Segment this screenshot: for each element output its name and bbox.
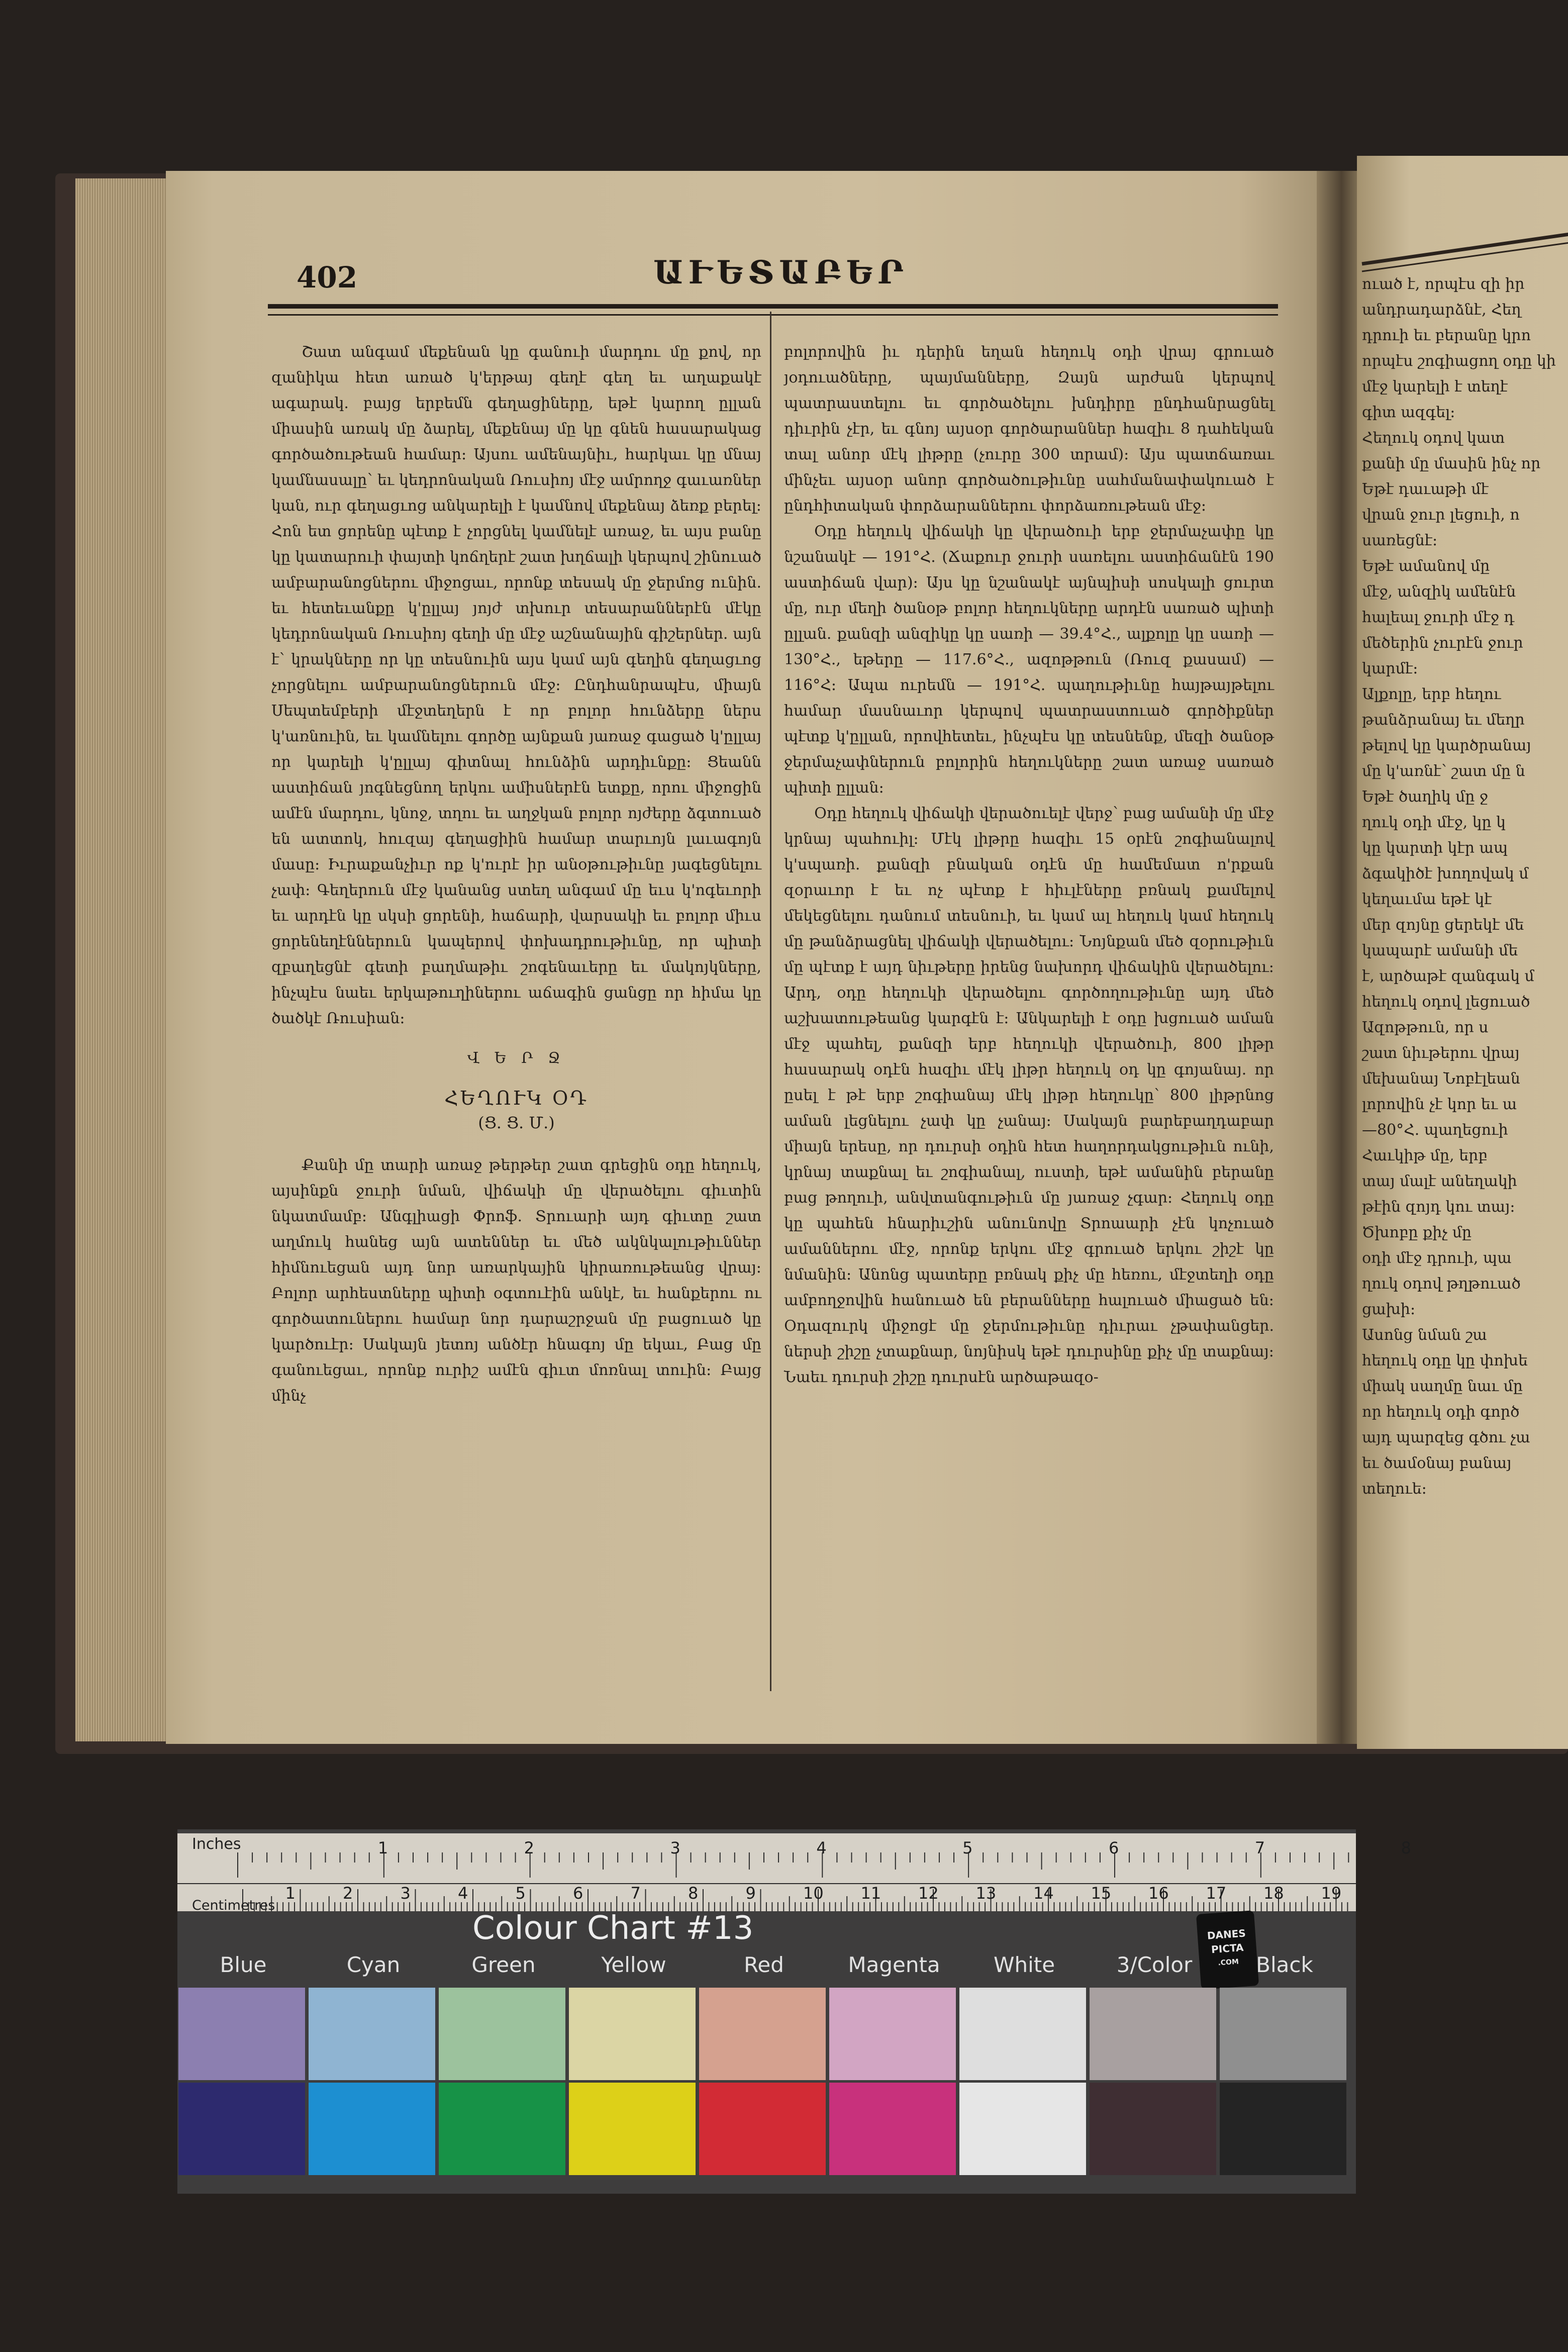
ruler-cm-number: 17 <box>1206 1884 1227 1903</box>
logo-text: PICTA <box>1211 1941 1244 1956</box>
article-title: ՀԵՂՈՒԿ ՕԴ <box>444 1087 589 1109</box>
swatch-solid <box>699 2083 826 2175</box>
ruler-inch-number: 3 <box>670 1838 680 1857</box>
ruler-inch-number: 7 <box>1254 1838 1265 1857</box>
swatch-tint <box>1090 1988 1216 2080</box>
ruler-cm-number: 14 <box>1033 1884 1054 1903</box>
right-page-line: եւ ծամօնայ բանայ <box>1362 1454 1512 1472</box>
right-page-line: ղուկ օդով թղթուած <box>1362 1275 1521 1293</box>
ruler-cm-number: 10 <box>803 1884 824 1903</box>
ruler-cm-number: 19 <box>1321 1884 1342 1903</box>
right-page-line: թանձրանայ եւ մեղր <box>1362 711 1525 729</box>
article-byline: (Ց. Ց. Մ.) <box>478 1113 555 1132</box>
right-column <box>784 339 1274 1390</box>
ruler-cm-number: 2 <box>343 1884 353 1903</box>
right-page-line: մեծերին չուրէն ջուր <box>1362 634 1523 652</box>
ruler-inch-number: 6 <box>1108 1838 1119 1857</box>
page-edges <box>75 178 171 1741</box>
swatch-solid <box>309 2083 435 2175</box>
chart-title: Colour Chart #13 <box>472 1910 754 1947</box>
swatch-label: 3/Color <box>1116 1952 1193 1977</box>
ruler-inch-number: 5 <box>962 1838 973 1857</box>
right-page-line: մեր զոյնը ցերեկէ մե <box>1362 916 1524 934</box>
ruler-cm-number: 7 <box>630 1884 641 1903</box>
logo-text: .COM <box>1218 1957 1239 1968</box>
right-page-line: միակ սաղմը նաւ մը <box>1362 1378 1523 1395</box>
right-page-line: սառեցնէ։ <box>1362 532 1438 549</box>
right-page-line: թէին զոյդ կու տայ։ <box>1362 1198 1515 1216</box>
swatch-tint <box>309 1988 435 2080</box>
right-page-line: Եթէ դաւաթի մէ <box>1362 480 1489 498</box>
swatch-tint <box>699 1988 826 2080</box>
paragraph: Օդը հեղուկ վիճակի կը վերածուի երբ ջերմաչափը կը նշանակէ — 191°Հ. (Ճաքուր ջուրի սառելու աստիճանէն 190 աստիճան վար)։ Այս կը նշանակէ այնպիսի սոսկալի ցուրտ մը, ուր մեղի ծանօթ բոլոր հեղուկները արդէն սառած պիտի ըլլան. քանզի անզիկը կը սառի — 39.4°Հ., ալքոլը կը սառի — 130°Հ., եթերը — 117.6°Հ., ազոթթուն (Ռուզ քասամ) — 116°Հ։ Ապա ուրեմն — 191°Հ. պաղութիւնը հայթայթելու համար մասնաւոր կերպով պատրաստուած գործիքներ պէտք կ'ըլլան, որովհետեւ, ինչպէս կը տեսնենք, մեզի ծանօթ ջերմաչափներուն բոլորին հեղուկները շատ առաջ սառած պիտի ըլլան։ <box>784 523 1274 797</box>
header-rule <box>268 304 1278 309</box>
ruler-cm-number: 1 <box>285 1884 296 1903</box>
right-page-line: Հաւկիթ մը, երբ <box>1362 1147 1488 1164</box>
swatch-tint <box>178 1988 305 2080</box>
ruler-inches-label: Inches <box>192 1835 241 1853</box>
swatch-tint <box>569 1988 696 2080</box>
right-page-line: —80°Հ. պաղեցուի <box>1362 1121 1508 1139</box>
swatch-solid <box>1220 2083 1346 2175</box>
swatch-label: Cyan <box>346 1952 401 1977</box>
right-page-line: գիտ ազգել։ <box>1362 404 1455 421</box>
right-page-line: մէջ, անզիկ ամենէն <box>1362 583 1516 601</box>
swatch-tint <box>959 1988 1086 2080</box>
right-page-line: ղուկ օդի մէջ, կը կ <box>1362 814 1506 831</box>
right-page-line: որ հեղուկ օդի գործ <box>1362 1403 1520 1421</box>
ruler-inch-number: 1 <box>377 1838 388 1857</box>
swatch-solid <box>959 2083 1086 2175</box>
swatch-label: Black <box>1256 1952 1313 1977</box>
right-page-line: կապարէ ամանի մե <box>1362 942 1518 959</box>
right-page-line: կարմէ։ <box>1362 660 1418 677</box>
right-page-line: Ալքոլը, երբ հեղու <box>1362 685 1501 703</box>
right-page-line: քանի մը մասին ինչ որ <box>1362 455 1541 472</box>
right-page-line: որպէս շոգիացող օդը կի <box>1362 352 1556 370</box>
ruler-cm-number: 13 <box>975 1884 997 1903</box>
right-page-line: օդի մէջ դրուի, պա <box>1362 1249 1512 1267</box>
left-column <box>271 339 761 1409</box>
ruler-cm-number: 6 <box>573 1884 583 1903</box>
right-page-line: ձգակիծէ խողովակ մ <box>1362 865 1529 883</box>
ruler-cm-number: 8 <box>688 1884 699 1903</box>
ruler-ticks <box>177 1833 1356 1911</box>
header-rule-thin <box>268 314 1278 316</box>
section-end-label: Վ Ե Ր Ջ <box>467 1049 565 1067</box>
right-page-line: մը կ'առնէ՝ շատ մը ն <box>1362 762 1525 780</box>
right-page-line: Հեղուկ օդով կատ <box>1362 429 1505 447</box>
swatch-tint <box>1220 1988 1346 2080</box>
right-page-line: կը կարտի կէր ապ <box>1362 839 1508 857</box>
ruler-inch-number: 2 <box>524 1838 535 1857</box>
swatch-label: Green <box>471 1952 536 1977</box>
right-page-line: Ծխոբը քիչ մը <box>1362 1224 1472 1241</box>
paragraph: բոլորովին իւ դերին եղան հեղուկ օդի վրայ գրուած յօդուածները, պայմանները, Զայն արժան կերպով պատրաստելու եւ գործածելու խնդիրը ընդհանրացնել դիւրին չէր, եւ գնոյ այսօր գործարաններ հազիւ 8 դահեկան տալ անոր մէկ լիթրը (չուրը 300 տրամ)։ Այս պատճառաւ մինչեւ այսօր անոր գործածութիւնը սահմանափակուած է ընդհիտական փորձարաններու փորձառութեան մէջ։ <box>784 343 1274 515</box>
right-page-line: հեղուկ օդը կը փոխե <box>1362 1352 1528 1369</box>
column-divider <box>770 312 771 1691</box>
swatch-solid <box>439 2083 565 2175</box>
right-page-line: ուած է, որպէս զի իր <box>1362 275 1525 293</box>
right-page-line: վրան ջուր լեցուի, ո <box>1362 506 1520 524</box>
swatch-solid <box>178 2083 305 2175</box>
right-page-line: տեղուե։ <box>1362 1480 1427 1498</box>
right-page-line: մէջ կարելի է տեղէ <box>1362 378 1508 396</box>
paragraph: Քանի մը տարի առաջ թերթեր շատ գրեցին օդը հեղուկ, այսինքն ջուրի նման, վիճակի մը վերածելու գիւտին նկատմամբ։ Անգլիացի Փրոֆ. Տրուարի այդ գիւտը շատ աղմուկ հանեց այն ատեններ եւ մեծ ակնկալութիւններ հիմնուեցան այդ նոր առարկային կիրառութեանց վրայ։ Բոլոր արհեստները պիտի օգտուէին անկէ, եւ հանքերու ու գործատուներու համար նոր դարաշրջան մը բացուած կը կարծուէր։ Սակայն յետոյ անծէր հնագոյ մը եկաւ, Բաց մը գանուեցաւ, որոնք ուրիշ ամէն գիւտ մոռնալ տուին։ Բայց մինչ <box>271 1156 761 1405</box>
right-page-line: հալեալ ջուրի մէջ դ <box>1362 609 1515 626</box>
paragraph: Շատ անգամ մեքենան կը գանուի մարդու մը քով, որ զանիկա հետ առած կ'երթայ գեղէ գեղ եւ աղաքակէ ագարակ. բայց երբեմն գեղացիները, եթէ կարող ըլլան միասին առակ մը ձարել, մեքենայ մը կը գնեն հասարակաց գործածութեան համար։ Այսու ամենայնիւ, հարկաւ կը մնայ կամնասալը՝ եւ կեդրոնական Ռուսիոյ մէջ ամրողջ գաւառներ կան, ուր գեղացւոց անկարելի է կամնով մեքենայ ձեռք բերել։ Հոն ետ ցորենը պէտք է չորցնել կամնելէ առաջ, եւ այս բանը կը կատարուի փայտի կոճղերէ շատ խղճալի կերպով շինուած ամբարանոցներու միջոցաւ, որոնք տեսակ մը ջերմոց ունին. եւ հետեւանքը կ'ըլլայ յոյժ տխուր տեսարաններէն մէկը կեդրոնական Ռուսիոյ գեղի մը մէջ աշնանային գիշերներ. այն է՝ կրակները որ կը տեսնուին այս կամ այն գեղին գեղացւոց չորցնելու ամբարանոցներուն մէջ։ Ընդհանրապէս, միայն Սեպտեմբերի մէջտեղերն է որ բոլոր հունձերը ներս կ'առնուին, եւ կամնելու գործը այնքան յառաջ գացած կ'ըլլայ որ կարելի կ'ըլլայ գիտնալ հունձին արդիւնքը։ Ցեանն աստիճան յոգնեցնող երկու ամիսներէն ետքը, որու միջոցին ամէն մարդու, կնոջ, տղու եւ աղջկան բոլոր ոյժերը ձգտուած են ատտոկ, հուզայ գեղացիին համար տարւոյն լաւագոյն մասը։ Իւրաքանչիւր ոք կ'ուրէ իր անօթութիւնը յագեցնելու չափ։ Գեղերուն մէջ կանանց ստեղ անգամ մը եւս կ'ոգեւորի եւ արդէն կը սկսի ցորենի, հաճարի, վարսակի եւ բոլոր միւս ցորենեղէններուն կապերով փոխադրութիւնը, որ պիտի զբաղեցնէ գետի բաղմաթիւ շոգենաւերը եւ մակոյկները, ինչպէս նաեւ երկաթուղիներու աճագին ցանցը որ հիմա կը ծածկէ Ռուսիան։ <box>271 343 761 1027</box>
ruler-cm-label: Centimetres <box>192 1898 275 1913</box>
right-page-line: ցախի։ <box>1362 1301 1416 1318</box>
right-page-line: կեղաւմա եթէ կէ <box>1362 891 1492 908</box>
ruler-cm-number: 9 <box>745 1884 756 1903</box>
swatch-label: Magenta <box>848 1952 940 1977</box>
ruler-cm-number: 11 <box>860 1884 881 1903</box>
right-page-line: մեխանայ Նոբէլեան <box>1362 1070 1520 1088</box>
swatch-solid <box>829 2083 956 2175</box>
right-page-line: թելով կը կարծրանայ <box>1362 737 1531 754</box>
right-page-line: Եթէ ծաղիկ մը ջ <box>1362 788 1488 806</box>
right-page-line: Ազոթթուն, որ ս <box>1362 1019 1489 1036</box>
swatch-solid <box>1090 2083 1216 2175</box>
ruler-cm-number: 15 <box>1091 1884 1112 1903</box>
ruler-cm-number: 18 <box>1263 1884 1284 1903</box>
right-page-line: շատ նիւթերու վրայ <box>1362 1044 1520 1062</box>
right-page-line: անդրադարձնէ, Հեղ <box>1362 301 1521 319</box>
swatch-tint <box>829 1988 956 2080</box>
right-page-line: է, արծաթէ զանգակ մ <box>1362 967 1534 985</box>
right-page-text <box>1362 271 1568 1502</box>
ruler-cm-number: 4 <box>458 1884 468 1903</box>
ruler-inch-number: 8 <box>1401 1838 1411 1857</box>
swatch-solid <box>569 2083 696 2175</box>
swatch-label: Blue <box>220 1952 267 1977</box>
right-page-line: այդ պարզեց գծու չա <box>1362 1429 1530 1446</box>
ruler-cm-number: 5 <box>515 1884 526 1903</box>
right-page-line: լորովին չէ կոր եւ ա <box>1362 1096 1517 1113</box>
right-page-line: հեղուկ օդով լեցուած <box>1362 993 1530 1011</box>
swatch-label: Red <box>744 1952 784 1977</box>
ruler-cm-number: 16 <box>1148 1884 1169 1903</box>
running-head: ԱՒԵՏԱԲԵՐ <box>653 254 909 291</box>
right-page-line: դրուի եւ բերանը կրո <box>1362 327 1531 344</box>
danes-picta-logo <box>1196 1910 1259 1990</box>
ruler-cm-number: 12 <box>918 1884 939 1903</box>
swatch-label: White <box>993 1952 1055 1977</box>
book-gutter <box>1317 171 1362 1744</box>
swatch-label: Yellow <box>601 1952 666 1977</box>
paragraph: Օդը հեղուկ վիճակի վերածուելէ վերջ՝ բաց ամանի մը մէջ կրնայ պահուիլ։ Մէկ լիթրը հազիւ 15 օրէն շոգիանալով կ'սպառի. քանզի բնական օդէն մը համեմատ ո'րքան զօրաւոր է եւ ոչ պէտք է հիւլէները բռնակ քամելով մեկեցնելու դանում տեսնուի, եւ կամ ալ հեղուկ կամ հեղուկ մը թանձրացնել վիճակի վերածելու։ Նոյնքան մեծ զօրութիւն մը պէտք է այդ նիւթերը իրենց նախորդ վիճակին վերածելու։ Արդ, օդը հեղուկի վերածելու գործողութիւնը այդ մեծ աշխատութեանց կարգէն է։ Անկարելի է օդը խցուած աման մէջ պահել, քանզի երբ հեղուկի վերածուի, 800 լիթր հասարակ օդէն հազիւ մէկ լիթր հեղուկ օդ կը գոյանայ. որ ըսել է թէ երբ շոգիանայ մէկ լիթր հեղուկը՝ 800 լիթրնոց աման լեցնելու չափ կը չանայ։ Սակայն բարեբաղդաբար միայն երեսը, որ դուրսի օդին հետ հաղորդակցութիւն ունի, կրնայ տաքնալ եւ շոգիանալ, ուստի, եթէ ամանին բերանը բաց թողուի, անվտանգութիւն մը յառաջ չգար։ Հեղուկ օդը կը պահեն հնարիւշին անունովը Տրոաարի չէն կոչուած ամաններու մէջ, որոնք երկու մէջ գրուած երկու շիշէ կը նմանին։ Անոնց պատերը բռնակ քիչ մը հեռու, մէջտեղի օդը ամբողջովին հանուած են բերանները հալուած միացած են։ Օդազուրկ միջոցէ մը ջերմութիւնը դիւրաւ չթափանցեր. ներսի շիշը չտաքնար, նոյնիսկ եթէ դուրսինը քիչ մը տաքնայ։ Նաեւ դուրսի շիշը դուրսէն արծաթազօ- <box>784 805 1274 1386</box>
logo-text: DANES <box>1207 1927 1246 1942</box>
page-number: 402 <box>297 260 358 295</box>
right-page-line: Ասոնց նման շա <box>1362 1326 1487 1344</box>
right-page-header-rules <box>1357 216 1568 276</box>
ruler-cm-number: 3 <box>400 1884 411 1903</box>
right-page-line: տայ մալէ անեղակի <box>1362 1172 1517 1190</box>
swatch-tint <box>439 1988 565 2080</box>
ruler-inch-number: 4 <box>816 1838 827 1857</box>
right-page-line: Եթէ ամանով մը <box>1362 557 1490 575</box>
